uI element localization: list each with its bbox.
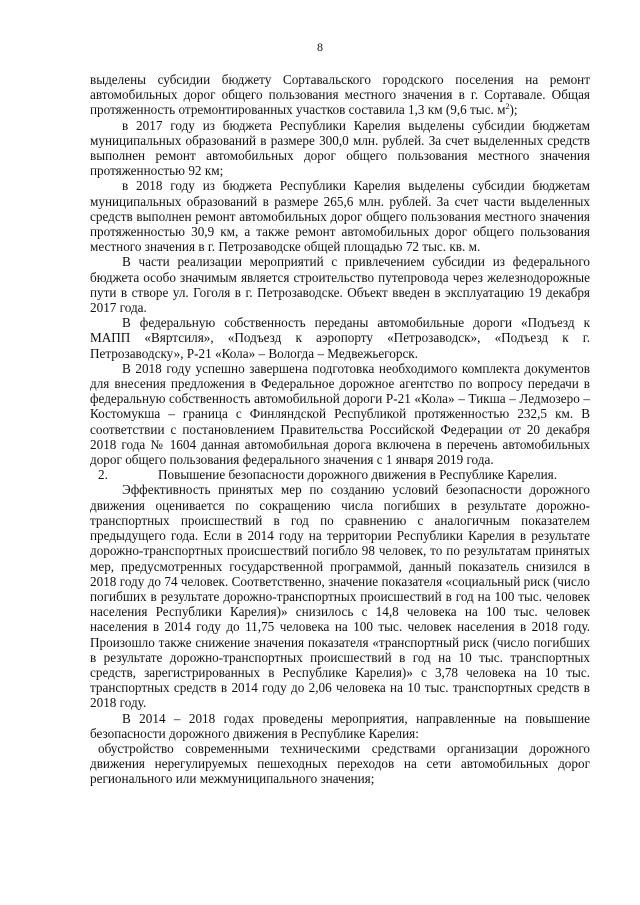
paragraph-text: выделены субсидии бюджету Сортавальского городского поселения на ремонт автомобильных дорог общего пользования местного значения в г. Сортавале. Общая протяженность отремонтированных участков составила 1,3 км (9,6 тыс. м bbox=[90, 72, 590, 118]
section-heading-number: 2. bbox=[98, 467, 108, 483]
paragraph-safety-effectiveness: Эффективность принятых мер по созданию условий безопасности дорожного движения оценивается по сокращению числа погибших в результате дорожно-транспортных происшествий в год по сравнению с аналогичным показателем предыдущего года. Если в 2014 году на территории Республики Карелия в результате дорожно-транспортных происшествий погибло 98 человек, то по результатам принятых мер, предусмотренных государственной программой, данный показатель снизился в 2018 году до 74 человек. Соответственно, значение показателя «социальный риск (число погибших в результате дорожно-транспортных происшествий в год на 100 тыс. человек населения Республики Карелия)» снизилось с 14,8 человека на 100 тыс. человек населения в 2014 году до 11,75 человека на 100 тыс. человек населения в 2018 году. Произошло также снижение значения показателя «транспортный риск (число погибших в результате дорожно-транспортных происшествий в год на 10 тыс. транспортных средств, зарегистрированных в Республике Карелия)» с 3,78 человека на 10 тыс. транспортных средств в 2014 году до 2,06 человека на 10 тыс. транспортных средств в 2018 году. bbox=[90, 482, 590, 711]
paragraph-2018-documents: В 2018 году успешно завершена подготовка необходимого комплекта документов для внесения предложения в Федеральное дорожное агентство по вопросу передачи в федеральную собственность автомобильной дороги Р-21 «Кола» – Тикша – Ледмозеро – Костомукша – граница с Финляндской Республикой протяженностью 232,5 км. В соответствии с постановлением Правительства Российской Федерации от 20 декабря 2018 года № 1604 данная автомобильная дорога включена в перечень автомобильных дорог общего пользования федерального значения с 1 января 2019 года. bbox=[90, 360, 590, 468]
section-heading-text: Повышение безопасности дорожного движения в Республике Карелия. bbox=[158, 467, 557, 483]
paragraph-overpass-construction: В части реализации мероприятий с привлечением субсидии из федерального бюджета особо значимым является строительство путепровода через железнодорожные пути в створе ул. Гоголя в г. Петрозаводске. Объект введен в эксплуатацию 19 декабря 2017 года. bbox=[90, 254, 590, 316]
document-body bbox=[90, 72, 590, 787]
page-number: 8 bbox=[317, 40, 323, 54]
paragraph-pedestrian-crossings: обустройство современными техническими средствами организации дорожного движения нерегулируемых пешеходных переходов на сети автомобильных дорог регионального или межмуниципального значения; bbox=[90, 740, 590, 787]
paragraph-2017-subsidies: в 2017 году из бюджета Республики Карелия выделены субсидии бюджетам муниципальных образований в размере 300,0 млн. рублей. За счет выделенных средств выполнен ремонт автомобильных дорог общего пользования местного значения протяженностью 92 км; bbox=[90, 117, 590, 179]
paragraph-text-end: ); bbox=[509, 102, 518, 118]
paragraph-measures-intro: В 2014 – 2018 годах проведены мероприятия, направленные на повышение безопасности дорожного движения в Республике Карелия: bbox=[90, 710, 590, 741]
paragraph-sortavala-subsidy bbox=[90, 72, 590, 118]
paragraph-2018-subsidies: в 2018 году из бюджета Республики Карелия выделены субсидии бюджетам муниципальных образований в размере 265,6 млн. рублей. За счет части выделенных средств выполнен ремонт автомобильных дорог общего пользования местного значения протяженностью 30,9 км, а также ремонт автомобильных дорог общего пользования местного значения в г. Петрозаводске общей площадью 72 тыс. кв. м. bbox=[90, 178, 590, 255]
section-heading bbox=[90, 467, 590, 482]
superscript: 2 bbox=[505, 102, 510, 112]
paragraph-federal-transfer: В федеральную собственность переданы автомобильные дороги «Подъезд к МАПП «Вяртсиля», «Подъезд к аэропорту «Петрозаводск», «Подъезд к г. Петрозаводску», Р-21 «Кола» – Вологда – Медвежьегорск. bbox=[90, 315, 590, 361]
